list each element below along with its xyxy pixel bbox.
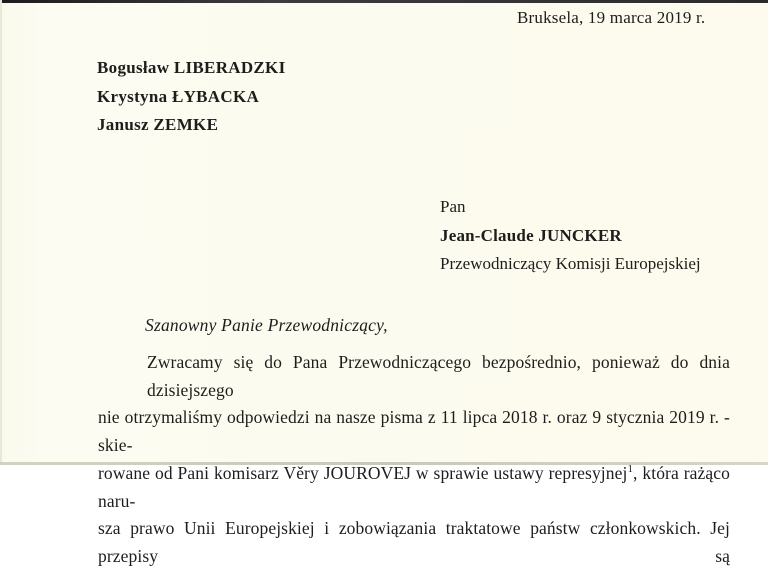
salutation: Szanowny Panie Przewodniczący,: [145, 315, 388, 335]
body-line-text: rowane od Pani komisarz Věry JOUROVEJ w sprawie ustawy represyjnej: [98, 462, 628, 483]
recipient-name: Jean-Claude JUNCKER: [440, 225, 622, 245]
recipient-block: [440, 193, 701, 279]
letter-body: [98, 349, 730, 571]
footnote-reference: 1: [627, 462, 634, 475]
body-line-text: , która rażąco naru-: [98, 462, 730, 511]
scan-edge-top: [0, 0, 768, 3]
date-line: Bruksela, 19 marca 2019 r.: [517, 8, 706, 27]
recipient-honorific: Pan: [440, 197, 466, 216]
recipient-role: Przewodniczący Komisji Europejskiej: [440, 254, 701, 273]
sender-name: Janusz ZEMKE: [97, 115, 219, 134]
sender-name: Bogusław LIBERADZKI: [97, 58, 286, 77]
sender-name: Krystyna ŁYBACKA: [97, 86, 260, 106]
body-line: [98, 460, 730, 515]
body-line: Zwracamy się do Pana Przewodniczącego bezpośrednio, ponieważ do dnia dzisiejszego: [147, 352, 730, 400]
sender-block: [97, 54, 286, 140]
body-line: sza prawo Unii Europejskiej i zobowiązania traktatowe państw członkowskich. Jej przepisy są: [98, 518, 730, 566]
scan-edge-left: [0, 0, 2, 465]
body-line: nie otrzymaliśmy odpowiedzi na nasze pisma z 11 lipca 2018 r. oraz 9 stycznia 2019 r. - skie-: [98, 407, 730, 456]
